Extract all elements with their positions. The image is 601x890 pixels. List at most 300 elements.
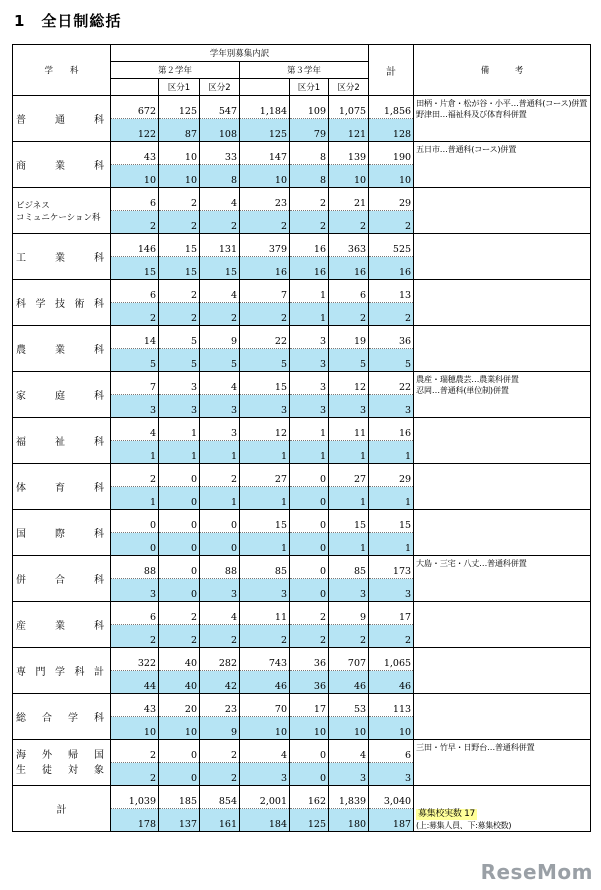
cell-enrollment: 29: [369, 188, 414, 211]
cell-enrollment: 3: [200, 418, 240, 441]
cell-enrollment: 547: [200, 96, 240, 119]
table-row: [13, 234, 591, 257]
cell-school-count: 137: [159, 809, 200, 832]
row-note: [414, 280, 591, 326]
table-row: [13, 372, 591, 395]
cell-school-count: 2: [200, 303, 240, 326]
cell-enrollment: 2: [200, 740, 240, 763]
cell-enrollment: 1,856: [369, 96, 414, 119]
cell-enrollment: 23: [240, 188, 290, 211]
cell-school-count: 2: [200, 625, 240, 648]
cell-school-count: 2: [290, 625, 329, 648]
cell-school-count: 5: [111, 349, 159, 372]
cell-school-count: 10: [240, 165, 290, 188]
cell-enrollment: 190: [369, 142, 414, 165]
row-subject-label: [13, 602, 111, 648]
table-row: [13, 326, 591, 349]
cell-school-count: 2: [240, 303, 290, 326]
cell-school-count: 8: [290, 165, 329, 188]
cell-enrollment: 4: [240, 740, 290, 763]
cell-school-count: 2: [329, 625, 369, 648]
header-grade3-kubun1: 区分1: [290, 79, 329, 96]
note-line: 忍岡…普通科(単位制)併置: [416, 385, 509, 395]
cell-school-count: 0: [159, 533, 200, 556]
cell-school-count: 87: [159, 119, 200, 142]
cell-enrollment: 146: [111, 234, 159, 257]
row-subject-label: [13, 142, 111, 188]
table-row: [13, 694, 591, 717]
note-line: 三田・竹早・日野台…普通科併置: [416, 742, 535, 752]
cell-school-count: 2: [159, 211, 200, 234]
cell-enrollment: 9: [329, 602, 369, 625]
cell-enrollment: 17: [290, 694, 329, 717]
cell-enrollment: 19: [329, 326, 369, 349]
subject-label-line: 併 合 科: [16, 575, 104, 586]
cell-school-count: 3: [240, 579, 290, 602]
cell-enrollment: 379: [240, 234, 290, 257]
cell-school-count: 1: [240, 441, 290, 464]
cell-enrollment: 113: [369, 694, 414, 717]
row-note: [414, 372, 591, 418]
cell-school-count: 3: [369, 579, 414, 602]
cell-school-count: 2: [111, 303, 159, 326]
cell-school-count: 36: [290, 671, 329, 694]
cell-school-count: 10: [369, 717, 414, 740]
cell-enrollment: 0: [111, 510, 159, 533]
table-row: [13, 602, 591, 625]
row-subject-label: [13, 418, 111, 464]
footer-note: [414, 786, 591, 832]
cell-enrollment: 11: [240, 602, 290, 625]
cell-enrollment: 22: [240, 326, 290, 349]
row-subject-label: [13, 326, 111, 372]
cell-school-count: 5: [159, 349, 200, 372]
note-line: 野津田…福祉科及び体育科併置: [416, 109, 527, 119]
cell-school-count: 46: [329, 671, 369, 694]
table-row: [13, 648, 591, 671]
cell-enrollment: 282: [200, 648, 240, 671]
subject-label-line: 産 業 科: [16, 621, 104, 632]
cell-school-count: 1: [159, 441, 200, 464]
cell-school-count: 16: [369, 257, 414, 280]
cell-enrollment: 27: [329, 464, 369, 487]
cell-school-count: 3: [200, 395, 240, 418]
cell-enrollment: 131: [200, 234, 240, 257]
cell-school-count: 2: [111, 625, 159, 648]
cell-enrollment: 70: [240, 694, 290, 717]
row-subject-label: [13, 188, 111, 234]
row-subject-label: [13, 280, 111, 326]
cell-enrollment: 17: [369, 602, 414, 625]
watermark-logo: ReseMom: [480, 860, 593, 884]
cell-enrollment: 6: [369, 740, 414, 763]
cell-enrollment: 1,039: [111, 786, 159, 809]
cell-enrollment: 3: [290, 326, 329, 349]
row-note: [414, 740, 591, 786]
row-subject-label: [13, 234, 111, 280]
school-count-label: 募集校実数 17: [418, 809, 475, 819]
cell-enrollment: 1: [290, 418, 329, 441]
cell-school-count: 1: [200, 441, 240, 464]
cell-school-count: 1: [111, 487, 159, 510]
cell-school-count: 3: [240, 763, 290, 786]
cell-enrollment: 0: [159, 556, 200, 579]
row-note: [414, 694, 591, 740]
cell-school-count: 2: [240, 211, 290, 234]
cell-school-count: 122: [111, 119, 159, 142]
cell-school-count: 187: [369, 809, 414, 832]
cell-school-count: 1: [240, 533, 290, 556]
subject-label-line: 生 徒 対 象: [16, 764, 104, 776]
cell-school-count: 5: [329, 349, 369, 372]
row-note: [414, 234, 591, 280]
cell-school-count: 1: [200, 487, 240, 510]
row-note: [414, 556, 591, 602]
cell-school-count: 1: [290, 303, 329, 326]
cell-enrollment: 0: [290, 740, 329, 763]
cell-school-count: 3: [111, 579, 159, 602]
cell-enrollment: 85: [240, 556, 290, 579]
cell-enrollment: 12: [329, 372, 369, 395]
cell-school-count: 0: [159, 763, 200, 786]
cell-enrollment: 21: [329, 188, 369, 211]
row-subject-label: [13, 694, 111, 740]
header-grade2: 第２学年: [111, 62, 240, 79]
cell-enrollment: 173: [369, 556, 414, 579]
cell-enrollment: 2: [111, 464, 159, 487]
cell-school-count: 46: [240, 671, 290, 694]
note-line: 農産・瑞穂農芸…農業科併置: [416, 374, 519, 384]
recruitment-summary-table: [12, 44, 591, 832]
header-grade3: 第３学年: [240, 62, 369, 79]
cell-school-count: 40: [159, 671, 200, 694]
cell-enrollment: 1: [159, 418, 200, 441]
cell-school-count: 180: [329, 809, 369, 832]
cell-school-count: 2: [240, 625, 290, 648]
cell-enrollment: 525: [369, 234, 414, 257]
cell-enrollment: 10: [159, 142, 200, 165]
cell-school-count: 1: [111, 441, 159, 464]
header-grade3-kubun2: 区分2: [329, 79, 369, 96]
cell-school-count: 0: [111, 533, 159, 556]
cell-enrollment: 16: [369, 418, 414, 441]
subject-label-line: 科 学 技 術 科: [16, 299, 104, 310]
cell-enrollment: 162: [290, 786, 329, 809]
cell-school-count: 3: [290, 395, 329, 418]
row-subject-label: [13, 556, 111, 602]
cell-school-count: 10: [111, 165, 159, 188]
cell-enrollment: 3,040: [369, 786, 414, 809]
cell-enrollment: 15: [240, 510, 290, 533]
cell-school-count: 15: [200, 257, 240, 280]
cell-school-count: 184: [240, 809, 290, 832]
cell-enrollment: 125: [159, 96, 200, 119]
row-subject-label: [13, 510, 111, 556]
cell-enrollment: 6: [111, 602, 159, 625]
cell-school-count: 10: [240, 717, 290, 740]
row-subject-label: [13, 96, 111, 142]
cell-enrollment: 15: [369, 510, 414, 533]
cell-school-count: 178: [111, 809, 159, 832]
cell-school-count: 5: [240, 349, 290, 372]
note-line: 田柄・片倉・松が谷・小平…普通科(コース)併置: [416, 98, 588, 108]
cell-enrollment: 53: [329, 694, 369, 717]
row-note: [414, 188, 591, 234]
cell-school-count: 16: [329, 257, 369, 280]
header-grade3-total: [240, 79, 290, 96]
cell-enrollment: 36: [290, 648, 329, 671]
cell-enrollment: 854: [200, 786, 240, 809]
cell-school-count: 10: [290, 717, 329, 740]
cell-enrollment: 1,839: [329, 786, 369, 809]
table-row: [13, 188, 591, 211]
cell-school-count: 0: [159, 579, 200, 602]
cell-enrollment: 15: [329, 510, 369, 533]
row-note: [414, 464, 591, 510]
table-row: [13, 556, 591, 579]
cell-enrollment: 2: [159, 602, 200, 625]
cell-school-count: 10: [369, 165, 414, 188]
cell-school-count: 1: [240, 487, 290, 510]
cell-school-count: 1: [369, 441, 414, 464]
cell-enrollment: 2: [290, 602, 329, 625]
cell-school-count: 2: [159, 625, 200, 648]
cell-school-count: 2: [369, 303, 414, 326]
cell-enrollment: 1: [290, 280, 329, 303]
cell-enrollment: 6: [111, 188, 159, 211]
cell-enrollment: 363: [329, 234, 369, 257]
cell-enrollment: 4: [200, 372, 240, 395]
cell-enrollment: 0: [290, 510, 329, 533]
cell-enrollment: 4: [111, 418, 159, 441]
cell-enrollment: 1,075: [329, 96, 369, 119]
subject-label-line: 福 祉 科: [16, 437, 104, 448]
row-total-label: 計: [13, 786, 111, 832]
cell-school-count: 3: [329, 763, 369, 786]
subject-label-line: 専 門 学 科 計: [16, 667, 104, 678]
cell-school-count: 3: [111, 395, 159, 418]
subject-label-line: 普 通 科: [16, 115, 104, 126]
cell-enrollment: 4: [329, 740, 369, 763]
cell-school-count: 2: [369, 211, 414, 234]
subject-label-line: コミュニケーション科: [16, 212, 101, 223]
note-line: 五日市…普通科(コース)併置: [416, 144, 517, 154]
cell-enrollment: 109: [290, 96, 329, 119]
cell-enrollment: 11: [329, 418, 369, 441]
cell-enrollment: 13: [369, 280, 414, 303]
header-breakdown: 学年別募集内訳: [111, 45, 369, 62]
cell-enrollment: 0: [159, 740, 200, 763]
subject-label-line: 海 外 帰 国: [16, 749, 104, 761]
subject-label-line: 工 業 科: [16, 253, 104, 264]
cell-enrollment: 15: [240, 372, 290, 395]
cell-enrollment: 7: [111, 372, 159, 395]
cell-school-count: 161: [200, 809, 240, 832]
cell-enrollment: 23: [200, 694, 240, 717]
cell-school-count: 3: [369, 763, 414, 786]
cell-enrollment: 0: [200, 510, 240, 533]
cell-school-count: 0: [290, 763, 329, 786]
cell-enrollment: 15: [159, 234, 200, 257]
header-grade2-kubun2: 区分2: [200, 79, 240, 96]
cell-enrollment: 4: [200, 280, 240, 303]
row-note: [414, 326, 591, 372]
subject-label-line: 商 業 科: [16, 161, 104, 172]
table-row: [13, 464, 591, 487]
cell-enrollment: 3: [290, 372, 329, 395]
cell-enrollment: 139: [329, 142, 369, 165]
cell-school-count: 10: [111, 717, 159, 740]
cell-school-count: 15: [111, 257, 159, 280]
cell-school-count: 2: [111, 211, 159, 234]
cell-enrollment: 88: [111, 556, 159, 579]
cell-school-count: 0: [290, 579, 329, 602]
row-note: [414, 648, 591, 694]
cell-enrollment: 85: [329, 556, 369, 579]
cell-school-count: 125: [290, 809, 329, 832]
row-subject-label: [13, 648, 111, 694]
cell-enrollment: 1,184: [240, 96, 290, 119]
cell-school-count: 10: [159, 717, 200, 740]
cell-school-count: 1: [290, 441, 329, 464]
cell-enrollment: 7: [240, 280, 290, 303]
cell-school-count: 128: [369, 119, 414, 142]
cell-enrollment: 707: [329, 648, 369, 671]
row-note: [414, 96, 591, 142]
cell-school-count: 10: [159, 165, 200, 188]
legend-label: (上:募集人員、下:募集校数): [416, 821, 512, 830]
cell-enrollment: 4: [200, 602, 240, 625]
cell-school-count: 3: [200, 579, 240, 602]
subject-label-line: 国 際 科: [16, 529, 104, 540]
cell-school-count: 16: [240, 257, 290, 280]
cell-enrollment: 33: [200, 142, 240, 165]
header-subject: 学 科: [13, 45, 111, 96]
cell-enrollment: 14: [111, 326, 159, 349]
cell-enrollment: 6: [111, 280, 159, 303]
cell-enrollment: 743: [240, 648, 290, 671]
cell-enrollment: 9: [200, 326, 240, 349]
cell-school-count: 1: [369, 533, 414, 556]
cell-school-count: 121: [329, 119, 369, 142]
cell-enrollment: 43: [111, 694, 159, 717]
cell-school-count: 10: [329, 165, 369, 188]
cell-school-count: 0: [290, 487, 329, 510]
cell-school-count: 3: [329, 395, 369, 418]
cell-enrollment: 2: [159, 280, 200, 303]
cell-school-count: 0: [159, 487, 200, 510]
cell-enrollment: 16: [290, 234, 329, 257]
row-subject-label: [13, 740, 111, 786]
cell-school-count: 8: [200, 165, 240, 188]
subject-label-line: 農 業 科: [16, 345, 104, 356]
cell-school-count: 2: [111, 763, 159, 786]
cell-enrollment: 22: [369, 372, 414, 395]
page-title: 1 全日制総括: [14, 12, 122, 30]
note-line: 大島・三宅・八丈…普通科併置: [416, 558, 527, 568]
cell-school-count: 5: [200, 349, 240, 372]
cell-enrollment: 40: [159, 648, 200, 671]
cell-school-count: 9: [200, 717, 240, 740]
cell-school-count: 1: [329, 441, 369, 464]
cell-enrollment: 5: [159, 326, 200, 349]
cell-school-count: 2: [329, 211, 369, 234]
cell-school-count: 10: [329, 717, 369, 740]
cell-enrollment: 6: [329, 280, 369, 303]
cell-enrollment: 2: [159, 188, 200, 211]
cell-school-count: 3: [369, 395, 414, 418]
row-note: [414, 602, 591, 648]
cell-school-count: 3: [329, 579, 369, 602]
cell-school-count: 1: [329, 487, 369, 510]
cell-enrollment: 0: [159, 464, 200, 487]
cell-school-count: 0: [200, 533, 240, 556]
header-grade2-total: [111, 79, 159, 96]
header-total: 計: [369, 45, 414, 96]
cell-school-count: 46: [369, 671, 414, 694]
cell-school-count: 125: [240, 119, 290, 142]
cell-enrollment: 2: [111, 740, 159, 763]
cell-enrollment: 43: [111, 142, 159, 165]
cell-enrollment: 12: [240, 418, 290, 441]
cell-enrollment: 0: [290, 464, 329, 487]
cell-enrollment: 3: [159, 372, 200, 395]
table-row: [13, 142, 591, 165]
cell-enrollment: 88: [200, 556, 240, 579]
cell-enrollment: 147: [240, 142, 290, 165]
cell-school-count: 1: [369, 487, 414, 510]
cell-school-count: 44: [111, 671, 159, 694]
cell-school-count: 2: [369, 625, 414, 648]
cell-enrollment: 4: [200, 188, 240, 211]
cell-enrollment: 322: [111, 648, 159, 671]
header-grade2-kubun1: 区分1: [159, 79, 200, 96]
subject-label-line: 体 育 科: [16, 483, 104, 494]
table-row: [13, 96, 591, 119]
cell-enrollment: 36: [369, 326, 414, 349]
table-row: [13, 280, 591, 303]
cell-school-count: 15: [159, 257, 200, 280]
subject-label-line: ビジネス: [16, 200, 50, 211]
cell-school-count: 2: [200, 763, 240, 786]
row-note: [414, 418, 591, 464]
cell-enrollment: 2,001: [240, 786, 290, 809]
cell-enrollment: 0: [290, 556, 329, 579]
cell-school-count: 2: [159, 303, 200, 326]
cell-enrollment: 2: [200, 464, 240, 487]
cell-school-count: 79: [290, 119, 329, 142]
row-subject-label: [13, 464, 111, 510]
row-note: [414, 142, 591, 188]
cell-school-count: 1: [329, 533, 369, 556]
cell-enrollment: 27: [240, 464, 290, 487]
cell-school-count: 2: [290, 211, 329, 234]
header-notes: 備 考: [414, 45, 591, 96]
cell-enrollment: 1,065: [369, 648, 414, 671]
cell-school-count: 42: [200, 671, 240, 694]
cell-school-count: 108: [200, 119, 240, 142]
subject-label-line: 総 合 学 科: [16, 713, 104, 724]
cell-enrollment: 185: [159, 786, 200, 809]
cell-school-count: 2: [200, 211, 240, 234]
cell-school-count: 16: [290, 257, 329, 280]
cell-enrollment: 2: [290, 188, 329, 211]
cell-school-count: 0: [290, 533, 329, 556]
cell-enrollment: 8: [290, 142, 329, 165]
table-row: [13, 786, 591, 809]
row-subject-label: [13, 372, 111, 418]
cell-enrollment: 0: [159, 510, 200, 533]
